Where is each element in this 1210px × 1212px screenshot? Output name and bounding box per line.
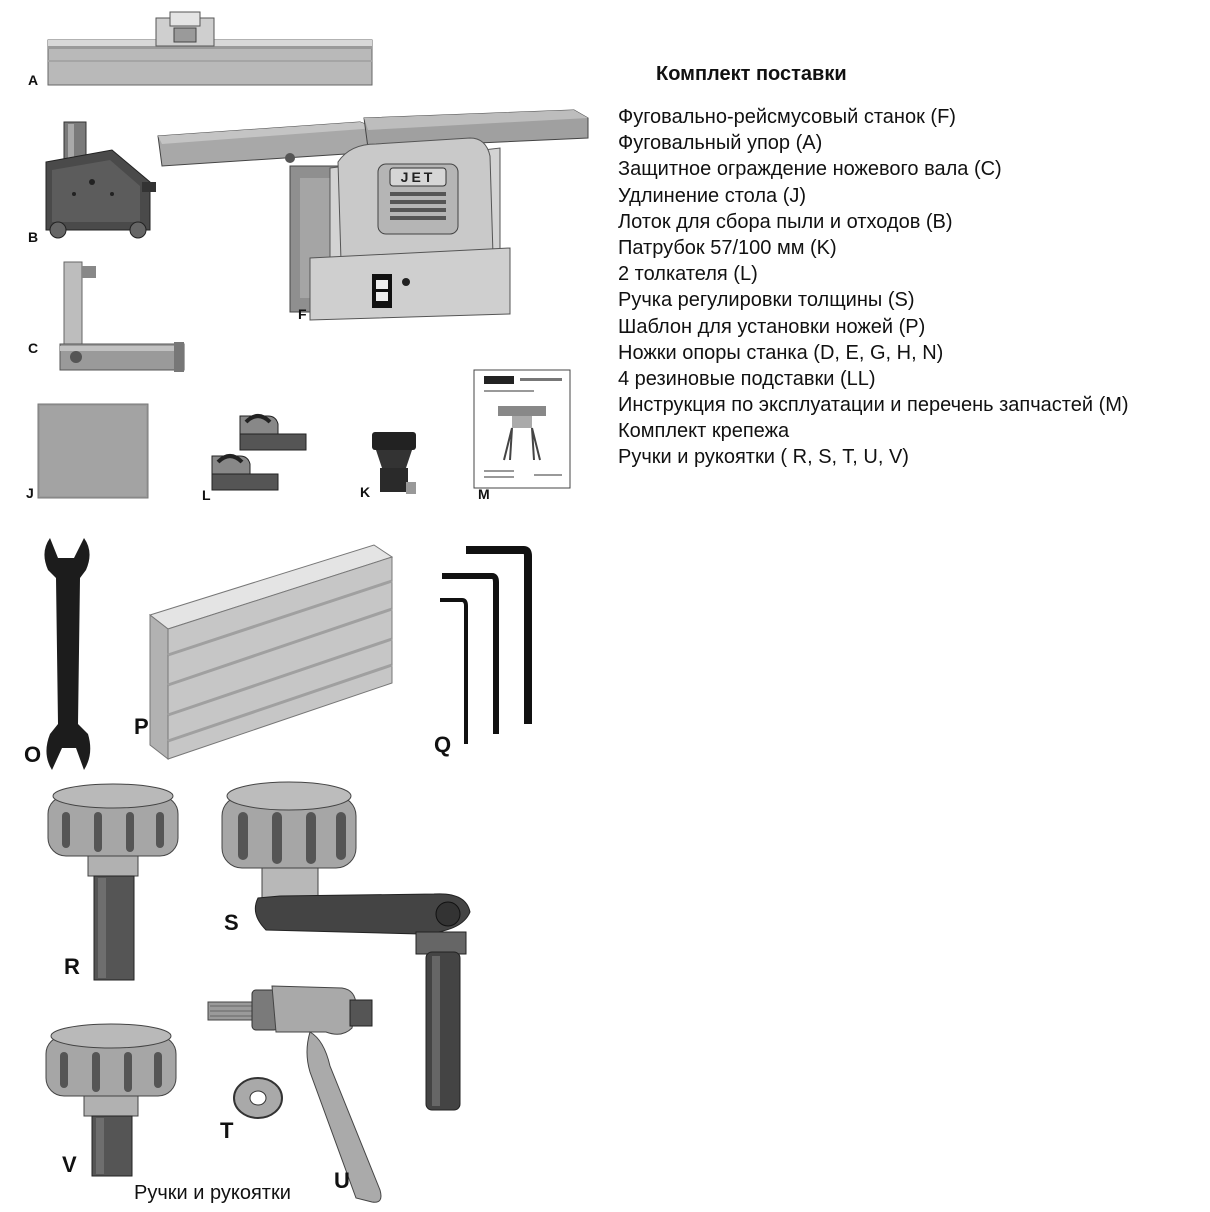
washer-illustration bbox=[232, 1076, 286, 1120]
list-item: Лоток для сбора пыли и отходов (B) bbox=[618, 210, 953, 233]
page-title: Комплект поставки bbox=[656, 63, 847, 85]
dust-chute-illustration bbox=[42, 122, 160, 242]
contents-list bbox=[618, 104, 1129, 471]
list-item: Фуговальный упор (A) bbox=[618, 132, 823, 155]
wrench-illustration bbox=[40, 534, 96, 774]
list-item: Фуговально-рейсмусовый станок (F) bbox=[618, 106, 956, 128]
label-m: M bbox=[478, 486, 490, 502]
list-item: Ножки опоры станка (D, E, G, H, N) bbox=[618, 341, 944, 364]
label-l: L bbox=[202, 487, 211, 503]
brand-logo: JET bbox=[400, 169, 436, 185]
list-item: Ручки и рукоятки ( R, S, T, U, V) bbox=[618, 446, 909, 469]
fence-illustration bbox=[48, 12, 373, 88]
label-k: K bbox=[360, 484, 371, 500]
machine-illustration bbox=[150, 108, 595, 326]
list-item: Патрубок 57/100 мм (K) bbox=[618, 236, 837, 259]
knife-gauge-illustration bbox=[146, 545, 396, 765]
label-a: A bbox=[28, 72, 39, 88]
label-s: S bbox=[224, 910, 239, 935]
push-blocks-illustration bbox=[210, 412, 310, 500]
label-b: B bbox=[28, 229, 39, 245]
list-item: Инструкция по эксплуатации и перечень запчастей (M) bbox=[618, 394, 1129, 417]
label-t: T bbox=[220, 1118, 234, 1143]
list-item: Комплект крепежа bbox=[618, 420, 790, 443]
list-item: 2 толкателя (L) bbox=[618, 263, 758, 286]
dust-port-illustration bbox=[368, 432, 424, 498]
label-c: C bbox=[28, 340, 39, 356]
caption: Ручки и рукоятки bbox=[134, 1182, 291, 1204]
label-u: U bbox=[334, 1168, 350, 1193]
label-j: J bbox=[26, 485, 34, 501]
label-p: P bbox=[134, 714, 149, 739]
manual-illustration bbox=[474, 370, 574, 490]
list-item: Шаблон для установки ножей (P) bbox=[618, 315, 926, 338]
hex-keys-illustration bbox=[438, 544, 538, 736]
table-extension-illustration bbox=[38, 404, 150, 500]
list-item: Ручка регулировки толщины (S) bbox=[618, 289, 915, 312]
list-item: 4 резиновые подставки (LL) bbox=[618, 367, 876, 390]
label-v: V bbox=[62, 1152, 77, 1177]
label-q: Q bbox=[434, 732, 452, 757]
label-r: R bbox=[64, 954, 80, 979]
list-item: Защитное ограждение ножевого вала (C) bbox=[618, 158, 1002, 181]
label-f: F bbox=[298, 306, 307, 322]
label-o: O bbox=[24, 742, 42, 767]
list-item: Удлинение стола (J) bbox=[618, 184, 807, 207]
